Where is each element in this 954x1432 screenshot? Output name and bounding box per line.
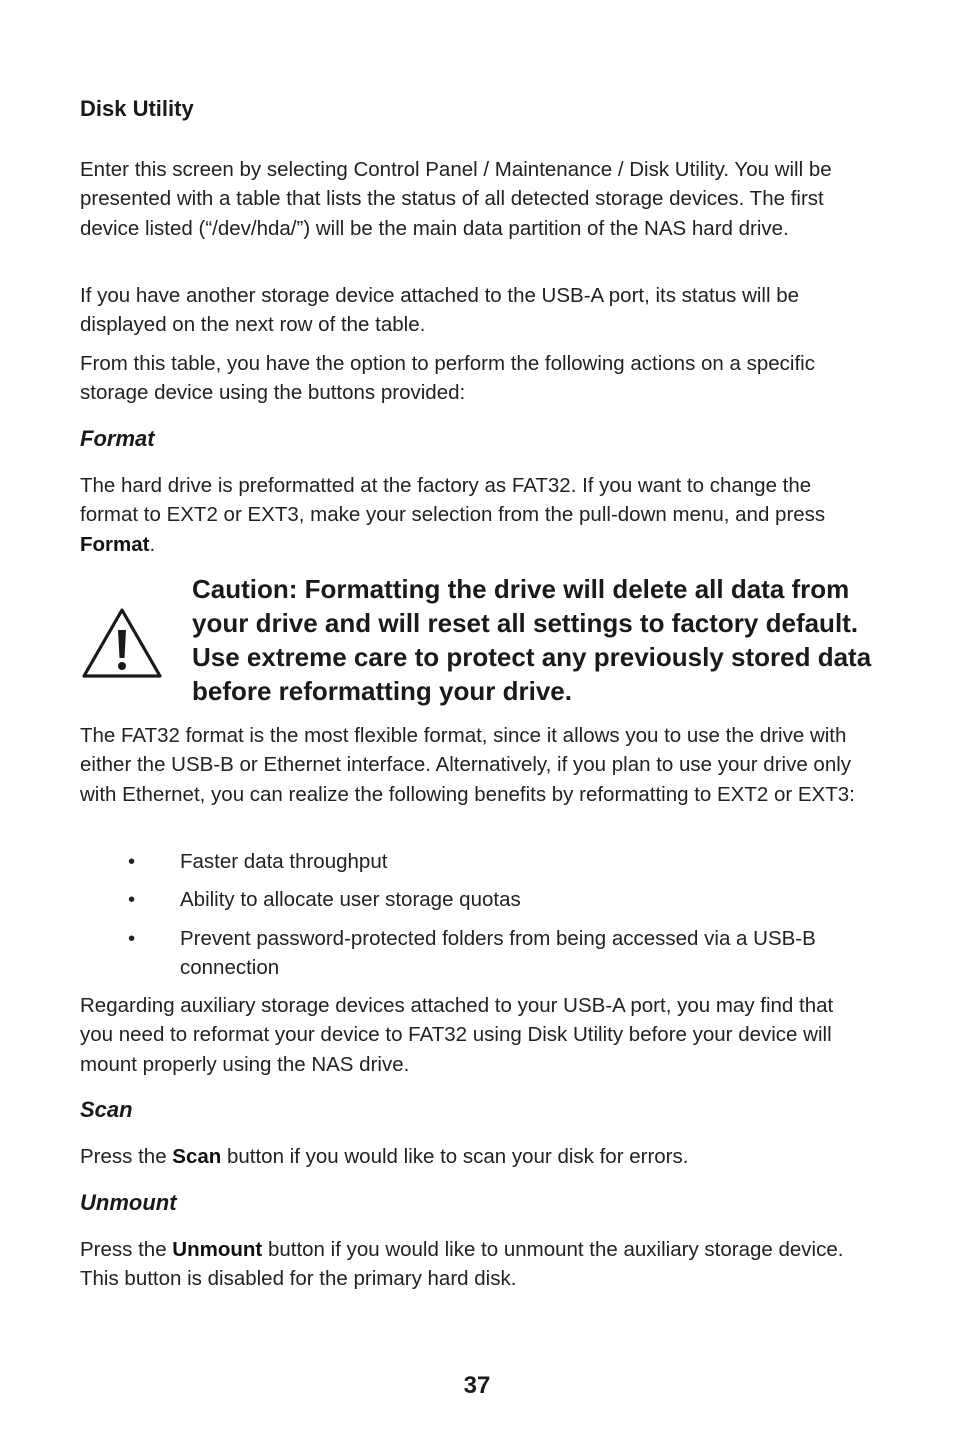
unmount-bold-label: Unmount	[172, 1238, 263, 1261]
list-item	[80, 885, 870, 914]
format-text-after: .	[149, 532, 156, 556]
intro-paragraph-1: Enter this screen by selecting Control Panel / Maintenance / Disk Utility. You will be presented with a table that lists the status of all detected storage devices. The first device listed (“/dev/hda/”) will be the main data partition of the NAS hard drive.	[80, 158, 832, 240]
benefits-list	[80, 847, 870, 991]
list-item-text: Faster data throughput	[180, 850, 388, 873]
fat32-benefits-paragraph: The FAT32 format is the most flexible format, since it allows you to use the drive with either the USB-B or Ethernet interface. Alternatively, if you plan to use your drive only with Ethernet, you can realize the following benefits by reformatting to EXT2 or EXT3:	[80, 724, 855, 806]
list-item-text: Prevent password-protected folders from being accessed via a USB-B connection	[180, 926, 816, 979]
unmount-subheading: Unmount	[80, 1190, 177, 1215]
page-number: 37	[463, 1372, 491, 1399]
unmount-text-before: Press the	[80, 1238, 173, 1261]
scan-text-before: Press the	[80, 1145, 173, 1168]
scan-paragraph	[80, 1142, 865, 1171]
list-item-text: Ability to allocate user storage quotas	[180, 888, 521, 912]
scan-bold-label: Scan	[172, 1145, 222, 1168]
unmount-paragraph	[80, 1235, 865, 1294]
intro-paragraph-3: From this table, you have the option to perform the following actions on a specific storage device using the buttons provided:	[80, 352, 815, 405]
bullet-marker: •	[128, 926, 136, 950]
format-bold-label: Format	[80, 532, 150, 556]
format-paragraph	[80, 471, 865, 559]
format-text-before: The hard drive is preformatted at the factory as FAT32. If you want to change the format to EXT2 or EXT3, make your selection from the pull-down menu, and press	[80, 474, 826, 527]
bullet-marker: •	[128, 850, 136, 873]
format-subheading: Format	[80, 426, 155, 451]
scan-subheading: Scan	[80, 1097, 133, 1122]
auxiliary-paragraph: Regarding auxiliary storage devices attached to your USB-A port, you may find that you need to reformat your device to FAT32 using Disk Utility before your device will mount properly using the NAS drive.	[80, 994, 834, 1076]
list-item	[80, 924, 870, 983]
intro-paragraph-2: If you have another storage device attached to the USB-A port, its status will be displayed on the next row of the table.	[80, 284, 800, 337]
section-heading: Disk Utility	[80, 96, 194, 121]
caution-callout	[80, 572, 870, 712]
caution-text: Caution: Formatting the drive will delete all data from your drive and will reset all settings to factory default. Use extreme care to protect any previously stored data before reformatting your drive.	[192, 574, 872, 706]
list-item	[80, 847, 870, 876]
unmount-text-after: button if you would like to unmount the auxiliary storage device. This button is disabled for the primary hard disk.	[80, 1238, 844, 1291]
warning-triangle-icon	[80, 606, 164, 680]
bullet-marker: •	[128, 888, 136, 912]
scan-text-after: button if you would like to scan your disk for errors.	[221, 1145, 689, 1168]
